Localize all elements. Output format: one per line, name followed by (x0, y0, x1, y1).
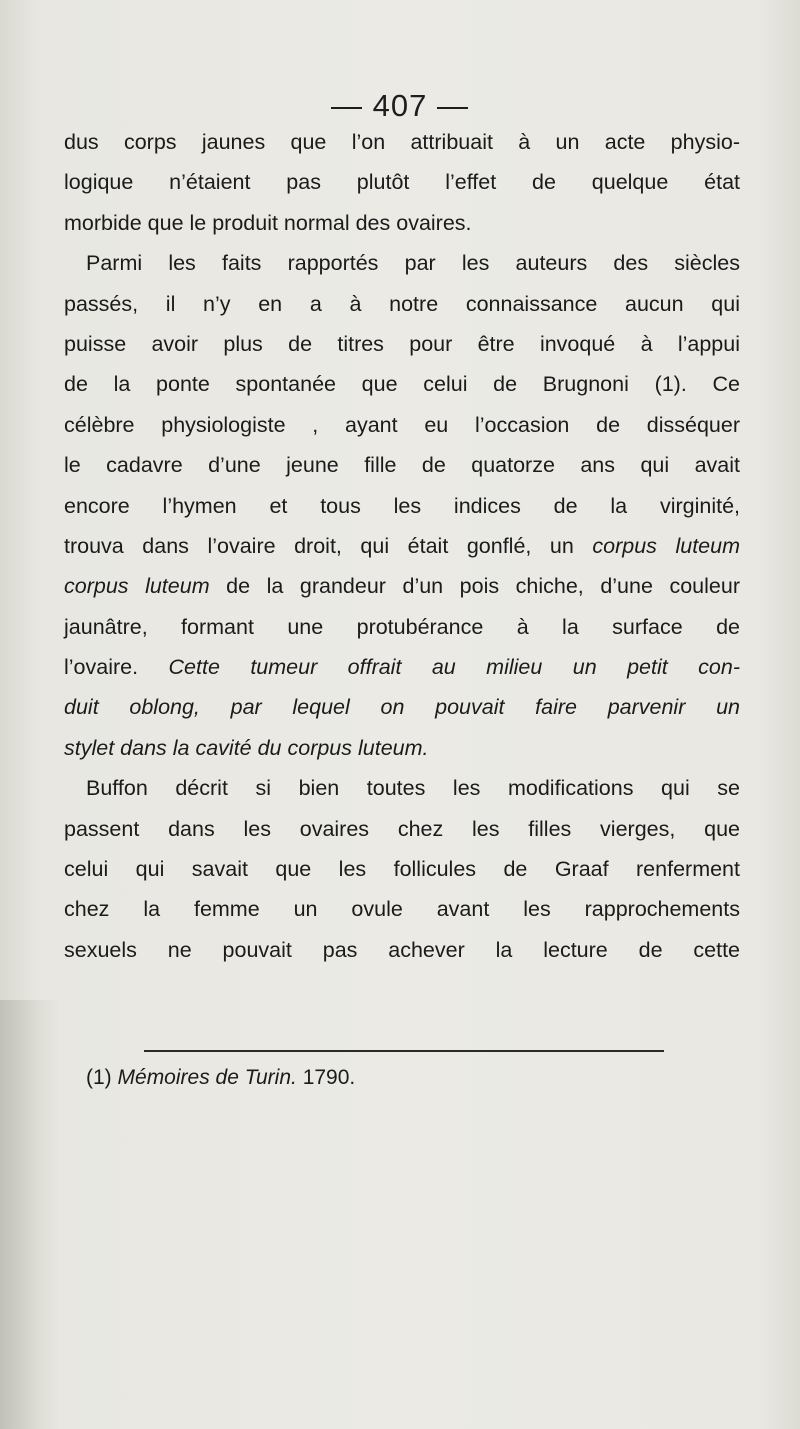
text-span: de la grandeur d’un pois chiche, d’une couleur (226, 574, 740, 599)
italic-term: corpus luteum (64, 574, 210, 599)
text-line: le cadavre d’une jeune fille de quatorze ans qui avait (64, 453, 740, 478)
footnote-source: Mémoires de Turin. (117, 1066, 297, 1089)
body-text (64, 122, 740, 970)
footnote (86, 1066, 355, 1090)
text-line: passent dans les ovaires chez les filles vierges, que (64, 816, 740, 841)
text-line: chez la femme un ovule avant les rapprochements (64, 897, 740, 922)
text-line: morbide que le produit normal des ovaires. (64, 210, 472, 235)
text-line: jaunâtre, formant une protubérance à la surface de (64, 614, 740, 639)
footnote-marker: (1) (86, 1066, 112, 1089)
italic-text: Cette tumeur offrait au milieu un petit con- (168, 655, 740, 680)
italic-term: corpus luteum (592, 533, 740, 558)
text-line: logique n’étaient pas plutôt l’effet de quelque état (64, 170, 740, 195)
footnote-divider (144, 1050, 664, 1052)
page-shadow (0, 1000, 60, 1429)
text-line: sexuels ne pouvait pas achever la lecture de cette (64, 937, 740, 962)
text-line: Parmi les faits rapportés par les auteurs des siècles (86, 251, 740, 276)
text-line: stylet dans la cavité du corpus luteum. (64, 735, 429, 760)
text-line: Buffon décrit si bien toutes les modifications qui se (86, 776, 740, 801)
text-line: celui qui savait que les follicules de Graaf renferment (64, 857, 740, 882)
text-line: passés, il n’y en a à notre connaissance aucun qui (64, 291, 740, 316)
text-line: dus corps jaunes que l’on attribuait à un acte physio- (64, 130, 740, 154)
text-line (64, 526, 740, 566)
text-line: puisse avoir plus de titres pour être invoqué à l’appui (64, 331, 740, 356)
text-line (64, 566, 740, 606)
text-line: duit oblong, par lequel on pouvait faire parvenir un (64, 695, 740, 720)
footnote-year: 1790. (302, 1066, 356, 1089)
page-number: — 407 — (331, 88, 469, 123)
text-line: encore l’hymen et tous les indices de la virginité, (64, 493, 740, 518)
text-line: de la ponte spontanée que celui de Brugnoni (1). Ce (64, 372, 740, 397)
text-line (64, 647, 740, 687)
text-span: l’ovaire. (64, 655, 139, 680)
text-span: trouva dans l’ovaire droit, qui était gonflé, un (64, 533, 574, 558)
text-line: célèbre physiologiste , ayant eu l’occasion de disséquer (64, 412, 740, 437)
